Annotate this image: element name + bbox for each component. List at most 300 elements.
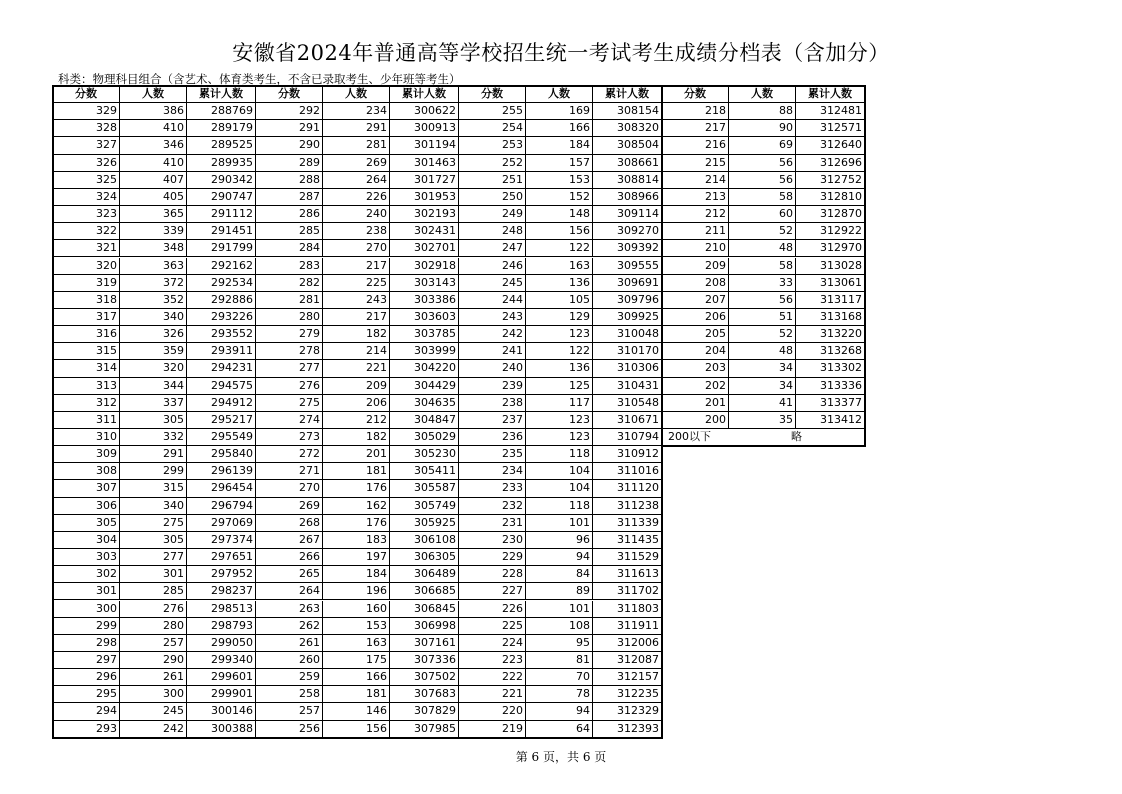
table-row [256,395,459,412]
table-row [256,360,459,377]
score-cell: 319 [53,275,120,292]
table-row [256,601,459,618]
score-cell: 272 [256,446,323,463]
score-cell: 232 [459,498,526,515]
subject-category: 科类：物理科目组合（含艺术、体育类考生，不含已录取考生、少年班等考生） [58,72,461,86]
cumulative-cell: 313377 [796,395,865,412]
score-cell: 276 [256,378,323,395]
score-cell: 283 [256,258,323,275]
score-cell: 247 [459,240,526,257]
header-cumulative: 累计人数 [187,86,256,103]
table-row [662,326,865,343]
header-cumulative: 累计人数 [390,86,459,103]
score-cell: 241 [459,343,526,360]
count-cell: 118 [526,498,593,515]
below-200-label: 200以下 [662,429,729,446]
count-cell: 181 [323,686,390,703]
header-count: 人数 [120,86,187,103]
count-cell: 261 [120,669,187,686]
cumulative-cell: 305029 [390,429,459,446]
table-row [256,378,459,395]
cumulative-cell: 313220 [796,326,865,343]
score-cell: 209 [662,258,729,275]
count-cell: 34 [729,360,796,377]
cumulative-cell: 300622 [390,103,459,120]
cumulative-cell: 309392 [593,240,662,257]
cumulative-cell: 305749 [390,498,459,515]
cumulative-cell: 302431 [390,223,459,240]
count-cell: 281 [323,137,390,154]
cumulative-cell: 303143 [390,275,459,292]
count-cell: 70 [526,669,593,686]
cumulative-cell: 308661 [593,155,662,172]
count-cell: 89 [526,583,593,600]
score-cell: 297 [53,652,120,669]
count-cell: 280 [120,618,187,635]
count-cell: 238 [323,223,390,240]
below-200-value: 略 [729,429,865,446]
table-row [459,343,662,360]
score-cell: 290 [256,137,323,154]
count-cell: 104 [526,480,593,497]
cumulative-cell: 310671 [593,412,662,429]
cumulative-cell: 312571 [796,120,865,137]
cumulative-cell: 306489 [390,566,459,583]
cumulative-cell: 310431 [593,378,662,395]
count-cell: 197 [323,549,390,566]
count-cell: 264 [323,172,390,189]
table-row [53,326,256,343]
count-cell: 245 [120,703,187,720]
count-cell: 182 [323,429,390,446]
table-row [53,669,256,686]
table-row [53,223,256,240]
cumulative-cell: 302701 [390,240,459,257]
count-cell: 337 [120,395,187,412]
cumulative-cell: 312752 [796,172,865,189]
cumulative-cell: 313268 [796,343,865,360]
score-cell: 218 [662,103,729,120]
table-row [256,721,459,738]
score-cell: 225 [459,618,526,635]
count-cell: 117 [526,395,593,412]
score-cell: 212 [662,206,729,223]
table-row [459,258,662,275]
cumulative-cell: 312087 [593,652,662,669]
table-row [53,360,256,377]
cumulative-cell: 299901 [187,686,256,703]
cumulative-cell: 312970 [796,240,865,257]
table-row [53,240,256,257]
cumulative-cell: 303785 [390,326,459,343]
table-row [256,275,459,292]
table-row [662,223,865,240]
score-cell: 273 [256,429,323,446]
table-row [53,498,256,515]
cumulative-cell: 313168 [796,309,865,326]
table-row [53,618,256,635]
cumulative-cell: 312157 [593,669,662,686]
table-row [459,721,662,738]
count-cell: 51 [729,309,796,326]
score-cell: 253 [459,137,526,154]
table-row [256,703,459,720]
count-cell: 123 [526,326,593,343]
table-row [459,463,662,480]
cumulative-cell: 296794 [187,498,256,515]
cumulative-cell: 291451 [187,223,256,240]
count-cell: 277 [120,549,187,566]
score-cell: 294 [53,703,120,720]
cumulative-cell: 310794 [593,429,662,446]
count-cell: 212 [323,412,390,429]
count-cell: 175 [323,652,390,669]
score-cell: 313 [53,378,120,395]
score-cell: 305 [53,515,120,532]
cumulative-cell: 304220 [390,360,459,377]
table-row [662,309,865,326]
header-score: 分数 [256,86,323,103]
cumulative-cell: 295217 [187,412,256,429]
below-200-row [662,429,865,446]
count-cell: 257 [120,635,187,652]
count-cell: 290 [120,652,187,669]
score-cell: 263 [256,601,323,618]
cumulative-cell: 310170 [593,343,662,360]
cumulative-cell: 304635 [390,395,459,412]
score-cell: 329 [53,103,120,120]
table-row [459,172,662,189]
cumulative-cell: 295549 [187,429,256,446]
count-cell: 340 [120,309,187,326]
cumulative-cell: 311702 [593,583,662,600]
count-cell: 105 [526,292,593,309]
count-cell: 209 [323,378,390,395]
score-cell: 321 [53,240,120,257]
score-cell: 259 [256,669,323,686]
table-row [256,532,459,549]
cumulative-cell: 312329 [593,703,662,720]
table-row [256,429,459,446]
count-cell: 240 [323,206,390,223]
count-cell: 201 [323,446,390,463]
table-row [53,309,256,326]
table-row [256,583,459,600]
score-cell: 250 [459,189,526,206]
score-cell: 324 [53,189,120,206]
score-cell: 286 [256,206,323,223]
table-row [459,360,662,377]
cumulative-cell: 305230 [390,446,459,463]
table-row [662,343,865,360]
score-cell: 239 [459,378,526,395]
score-cell: 302 [53,566,120,583]
table-row [256,155,459,172]
table-row [53,635,256,652]
count-cell: 56 [729,155,796,172]
cumulative-cell: 301194 [390,137,459,154]
score-cell: 270 [256,480,323,497]
count-cell: 206 [323,395,390,412]
cumulative-cell: 299050 [187,635,256,652]
score-cell: 296 [53,669,120,686]
score-cell: 210 [662,240,729,257]
count-cell: 225 [323,275,390,292]
cumulative-cell: 297374 [187,532,256,549]
count-cell: 184 [526,137,593,154]
score-cell: 245 [459,275,526,292]
score-cell: 316 [53,326,120,343]
cumulative-cell: 311238 [593,498,662,515]
score-cell: 200 [662,412,729,429]
score-cell: 326 [53,155,120,172]
table-row [256,669,459,686]
score-cell: 287 [256,189,323,206]
score-cell: 201 [662,395,729,412]
cumulative-cell: 301953 [390,189,459,206]
table-row [53,155,256,172]
cumulative-cell: 294231 [187,360,256,377]
count-cell: 156 [526,223,593,240]
count-cell: 101 [526,601,593,618]
count-cell: 35 [729,412,796,429]
table-row [256,172,459,189]
table-row [53,601,256,618]
score-cell: 327 [53,137,120,154]
table-row [662,103,865,120]
cumulative-cell: 296454 [187,480,256,497]
table-row [53,378,256,395]
score-cell: 284 [256,240,323,257]
score-cell: 289 [256,155,323,172]
count-cell: 326 [120,326,187,343]
score-cell: 274 [256,412,323,429]
table-row [256,446,459,463]
cumulative-cell: 312235 [593,686,662,703]
table-row [256,292,459,309]
cumulative-cell: 293911 [187,343,256,360]
count-cell: 58 [729,189,796,206]
count-cell: 410 [120,155,187,172]
table-row [53,480,256,497]
table-row [459,155,662,172]
table-row [459,429,662,446]
table-row [459,309,662,326]
cumulative-cell: 309270 [593,223,662,240]
score-cell: 213 [662,189,729,206]
score-cell: 214 [662,172,729,189]
score-cell: 322 [53,223,120,240]
score-cell: 236 [459,429,526,446]
cumulative-cell: 303603 [390,309,459,326]
table-row [459,446,662,463]
score-cell: 298 [53,635,120,652]
score-cell: 222 [459,669,526,686]
cumulative-cell: 308154 [593,103,662,120]
cumulative-cell: 306108 [390,532,459,549]
count-cell: 78 [526,686,593,703]
cumulative-cell: 311529 [593,549,662,566]
score-cell: 271 [256,463,323,480]
score-cell: 300 [53,601,120,618]
count-cell: 123 [526,429,593,446]
table-row [459,103,662,120]
table-row [53,652,256,669]
table-row [662,172,865,189]
score-cell: 226 [459,601,526,618]
table-row [53,172,256,189]
count-cell: 300 [120,686,187,703]
table-row [662,189,865,206]
score-cell: 277 [256,360,323,377]
count-cell: 291 [323,120,390,137]
header-cumulative: 累计人数 [593,86,662,103]
score-cell: 258 [256,686,323,703]
cumulative-cell: 298793 [187,618,256,635]
score-cell: 243 [459,309,526,326]
count-cell: 226 [323,189,390,206]
count-cell: 48 [729,240,796,257]
cumulative-cell: 297952 [187,566,256,583]
table-row [459,498,662,515]
count-cell: 156 [323,721,390,738]
score-cell: 220 [459,703,526,720]
count-cell: 365 [120,206,187,223]
cumulative-cell: 310548 [593,395,662,412]
cumulative-cell: 308814 [593,172,662,189]
count-cell: 386 [120,103,187,120]
cumulative-cell: 311435 [593,532,662,549]
table-row [459,395,662,412]
count-cell: 90 [729,120,796,137]
score-cell: 206 [662,309,729,326]
score-cell: 304 [53,532,120,549]
table-row [53,412,256,429]
table-row [459,583,662,600]
score-cell: 308 [53,463,120,480]
score-cell: 221 [459,686,526,703]
score-cell: 312 [53,395,120,412]
table-row [53,258,256,275]
table-row [53,532,256,549]
cumulative-cell: 292162 [187,258,256,275]
cumulative-cell: 289179 [187,120,256,137]
count-cell: 88 [729,103,796,120]
count-cell: 48 [729,343,796,360]
table-row [459,532,662,549]
cumulative-cell: 311803 [593,601,662,618]
header-count: 人数 [323,86,390,103]
count-cell: 96 [526,532,593,549]
count-cell: 125 [526,378,593,395]
header-cumulative: 累计人数 [796,86,865,103]
count-cell: 182 [323,326,390,343]
count-cell: 94 [526,703,593,720]
count-cell: 339 [120,223,187,240]
table-row [459,480,662,497]
score-cell: 278 [256,343,323,360]
count-cell: 163 [526,258,593,275]
cumulative-cell: 304847 [390,412,459,429]
cumulative-cell: 290747 [187,189,256,206]
score-cell: 238 [459,395,526,412]
table-row [256,566,459,583]
cumulative-cell: 296139 [187,463,256,480]
table-row [53,343,256,360]
count-cell: 129 [526,309,593,326]
score-cell: 279 [256,326,323,343]
table-row [53,189,256,206]
table-row [459,703,662,720]
table-row [662,292,865,309]
score-cell: 231 [459,515,526,532]
table-header-row [53,86,865,103]
cumulative-cell: 290342 [187,172,256,189]
header-count: 人数 [729,86,796,103]
score-cell: 266 [256,549,323,566]
cumulative-cell: 291799 [187,240,256,257]
count-cell: 56 [729,292,796,309]
score-cell: 235 [459,446,526,463]
count-cell: 160 [323,601,390,618]
cumulative-cell: 299601 [187,669,256,686]
count-cell: 56 [729,172,796,189]
count-cell: 217 [323,258,390,275]
score-cell: 291 [256,120,323,137]
score-cell: 285 [256,223,323,240]
count-cell: 69 [729,137,796,154]
cumulative-cell: 311016 [593,463,662,480]
count-cell: 275 [120,515,187,532]
score-cell: 233 [459,480,526,497]
count-cell: 405 [120,189,187,206]
score-cell: 268 [256,515,323,532]
score-cell: 216 [662,137,729,154]
count-cell: 81 [526,652,593,669]
table-row [459,412,662,429]
count-cell: 34 [729,378,796,395]
cumulative-cell: 307502 [390,669,459,686]
table-row [459,515,662,532]
cumulative-cell: 313028 [796,258,865,275]
count-cell: 181 [323,463,390,480]
table-row [662,395,865,412]
cumulative-cell: 311120 [593,480,662,497]
cumulative-cell: 312696 [796,155,865,172]
score-cell: 323 [53,206,120,223]
cumulative-cell: 307683 [390,686,459,703]
cumulative-cell: 293226 [187,309,256,326]
count-cell: 407 [120,172,187,189]
cumulative-cell: 305587 [390,480,459,497]
score-cell: 325 [53,172,120,189]
score-cell: 229 [459,549,526,566]
table-row [256,137,459,154]
score-cell: 315 [53,343,120,360]
count-cell: 136 [526,275,593,292]
score-cell: 248 [459,223,526,240]
table-row [459,549,662,566]
cumulative-cell: 312870 [796,206,865,223]
score-cell: 223 [459,652,526,669]
cumulative-cell: 309114 [593,206,662,223]
score-cell: 309 [53,446,120,463]
table-row [459,635,662,652]
table-row [256,103,459,120]
cumulative-cell: 300388 [187,721,256,738]
count-cell: 234 [323,103,390,120]
score-cell: 281 [256,292,323,309]
